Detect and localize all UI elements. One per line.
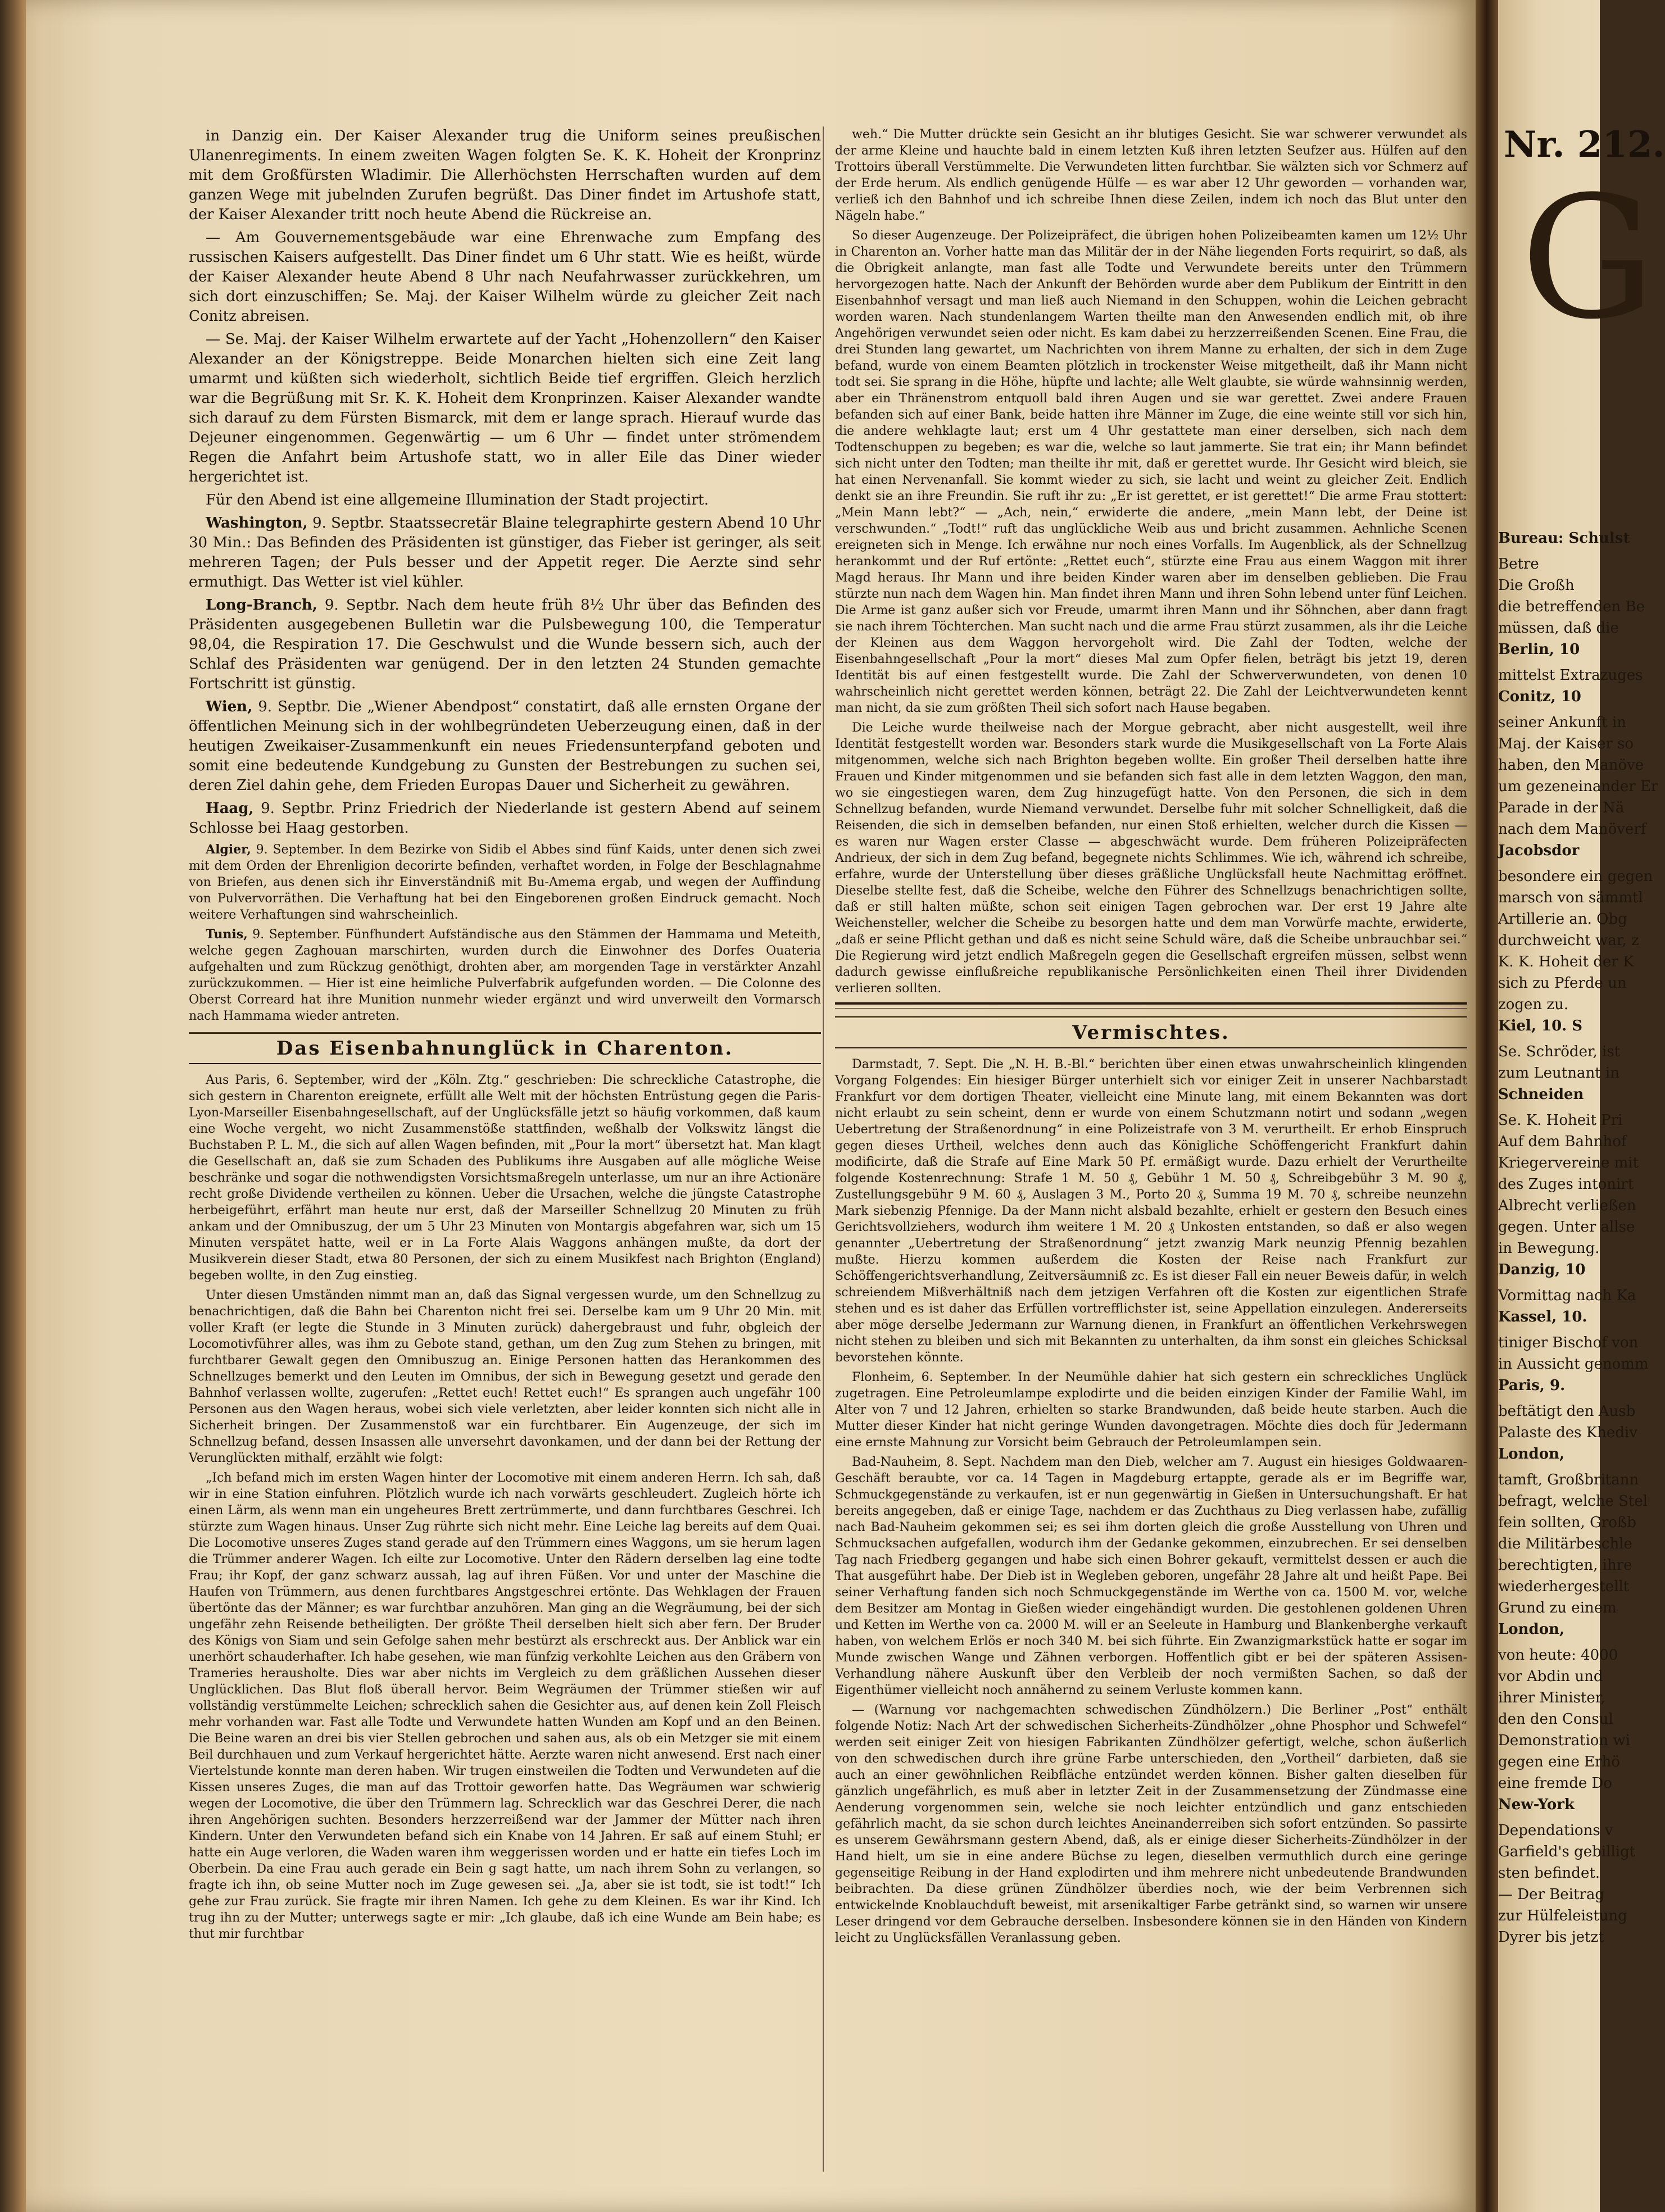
small-bulletin [189,842,821,923]
bulletin-text: 9. Septbr. Nach dem heute früh 8½ Uhr über das Befinden des Präsidenten ausgegebenen Bulletin war die Pulsbewegung 100, die Temperatur 98,04, die Respiration 17. Die Geschwulst und die Wunde bessern sich, auch der Schlaf des Präsidenten war genügend. Der in den letzten 24 Stunden gemachte Fortschritt ist günstig. [189,597,822,692]
adjacent-page-line: Auf dem Bahnhof [1498,1133,1627,1150]
adjacent-page-line: die betreffenden Be [1498,598,1645,615]
section-heading: Das Eisenbahnunglück in Charenton. [189,1032,821,1064]
adjacent-page-line: gegen. Unter allse [1498,1219,1635,1236]
adjacent-page-line: in Bewegung. [1498,1240,1600,1257]
adjacent-page-line: Paris, 9. [1498,1377,1566,1394]
article-paragraph: weh.“ Die Mutter drückte sein Gesicht an ihr blutiges Gesicht. Sie war schwerer verwundet als der arme Kleine und hauchte bald in einem letzten Kuß ihren letzten Seufzer aus. Hülfen auf den Trottoirs überall Verstümmelte. Die Verwundeten litten furchtbar. Sie wälzten sich vor Schmerz auf der Erde herum. Als endlich genügende Hülfe — es war aber 12 Uhr geworden — vorhanden war, verließ ich den Bahnhof und ich schreibe Ihnen diese Zeilen, indem ich noch das Blut unter den Nägeln habe.“ [835,128,1467,223]
bulletin-place: Washington, [206,515,308,532]
bulletin-place: Algier, [206,842,251,857]
page-content [166,104,1478,2149]
adjacent-page-line: Kriegervereine mit [1498,1155,1639,1171]
adjacent-page-line: Dependations v [1498,1822,1613,1839]
section-rule [835,1002,1467,1009]
bulletin [189,799,821,838]
adjacent-page-line: Garfield's gebilligt [1498,1843,1636,1860]
adjacent-page-line: die Militärbeschle [1498,1536,1632,1552]
article-paragraph: So dieser Augenzeuge. Der Polizeipräfect, die übrigen hohen Polizeibeamten kamen um 12½ Uhr in Charenton an. Vorher hatte man das Militär der in der Nähe liegenden Forts requirirt, so daß, als die Obrigkeit anlangte, man fast alle Todte und Verwundete bereits unter den Trümmern hervorgezogen hatte. Nach der Ankunft der Behörden wurde aber dem Publikum der Eintritt in den Eisenbahnhof versagt und man ließ auch Niemand in den Schuppen, wohin die Leichen gebracht worden waren. Nach stundenlangem Warten theilte man den Anwesenden endlich mit, ob ihre Angehörigen verwundet seien oder nicht. Es kam dabei zu herzzerreißenden Scenen. Eine Frau, die drei Stunden lang gewartet, um Nachrichten von ihrem Manne zu erhalten, der sich in dem Zuge befand, wurde von einem Beamten plötzlich in trockenster Weise mitgetheilt, daß ihr Mann nicht todt sei. Sie sprang in die Höhe, hüpfte und lachte; alle Welt glaubte, sie würde wahnsinnig werden, aber ein Thränenstrom entquoll bald ihren Augen und sie war gerettet. Zwei andere Frauen befanden sich auf einer Bank, beide hatten ihre Männer im Zuge, die eine weinte still vor sich hin, die andere wehklagte laut; erst um 4 Uhr gestattete man einer derselben, sich nach dem Todtenschuppen zu begeben; es war die, welche so laut jammerte. Sie trat ein; ihr Mann befindet sich nicht unter den Todten; man theilte ihr mit, daß er gerettet wurde. Ihr Gesicht wird bleich, sie hat einen Nervenanfall. Sie kommt wieder zu sich, sie lacht und weint zu gleicher Zeit. Endlich denkt sie an ihre Freundin. Sie ruft ihr zu: „Er ist gerettet, er ist gerettet!“ Die arme Frau stottert: „Mein Mann lebt?“ — „Ach, nein,“ erwiderte die andere, „mein Mann lebt, der Deine ist verschwunden.“ „Todt!“ ruft das unglückliche Weib aus und bricht zusammen. Aehnliche Scenen ereigneten sich in Menge. Ich erwähne nur noch eines Vorfalls. Im Augenblick, als der Schnellzug herankommt und der Ruf ertönte: „Rettet euch“, stürzte eine Frau aus einem Waggon mit ihrer Magd heraus. Ihr Mann und ihre beiden Kinder waren aber im denselben geblieben. Die Frau stürzte nun nach dem Wagen hin. Man findet ihren Mann und ihren Sohn lebend unter fünf Leichen. Die Arme ist ganz außer sich vor Freude, umarmt ihren Mann und ihr Söhnchen, aber dann fragt sie nach ihrem Töchterchen. Man sucht nach und die arme Frau stürzt zusammen, als ihr die Leiche der Kleinen aus dem Waggon hervorgeholt wird. Die Zahl der Todten, welche der Eisenbahngesellschaft „Pour la mort“ dieses Mal zum Opfer fielen, beträgt bis jetzt 19, deren Identität bis auf einen festgestellt wurde. Die Zahl der Schwerverwundeten, von denen 10 wahrscheinlich nicht gerettet werden können, beträgt 22. Die Zahl der Leichtverwundeten kennt man nicht, da sie zum größten Theil sich sofort nach Hause begaben. [835,229,1467,715]
adjacent-page-line: Berlin, 10 [1498,641,1580,658]
adjacent-page-line: durchweicht war, z [1498,932,1639,949]
adjacent-page-line: tamft, Großbritann [1498,1471,1639,1488]
article-paragraph: Die Leiche wurde theilweise nach der Morgue gebracht, aber nicht ausgestellt, weil ihre Identität festgestellt worden war. Besonders stark wurde die Musikgesellschaft von La Forte Alais mitgenommen, welche sich nach Brighton begeben wollte. Ein großer Theil derselben hatte ihre Frauen und Kinder mitgenommen und sie befanden sich fast alle in dem letzten Waggon, den man, wo sie eingestiegen waren, dem Zug hinzugefügt hatte. Von den Personen, die sich in dem Schnellzug befanden, wurde Niemand verwundet. Derselbe fuhr mit solcher Schnelligkeit, daß die Reisenden, die sich in demselben befanden, nur einen Stoß erhielten, welcher durch die Kissen — es waren nur Wagen erster Classe — abgeschwächt wurde. Dem früheren Polizeipräfecten Andrieux, der sich in dem Zug befand, begegnete nichts Schlimmes. Wie ich, während ich schreibe, erfahre, wurde der Unterstellung über dieses gräßliche Unglücksfall heute Nachmittag eröffnet. Dieselbe stellte fest, daß die Scheibe, welche den Führer des Schnellzugs benachrichtigen sollte, daß er still halten müßte, schon seit einigen Tagen gebrochen war. Der erst 19 Jahre alte Weichensteller, welcher die Scheibe zu besorgen hatte und dem man Vorwürfe machte, erwiderte, „daß er seine Pflicht gethan und daß es nicht seine Schuld wäre, daß die Scheibe unbrauchbar sei.“ Die Regierung wird jetzt endlich Maßregeln gegen die Gesellschaft ergreifen müssen, selbst wenn dadurch gewisse einflußreiche republikanische Persönlichkeiten einen Theil ihrer Dividenden verlieren sollten. [835,721,1467,996]
adjacent-page-line: von heute: 4000 [1498,1647,1618,1664]
bulletin [189,596,821,694]
adjacent-page-line: sich zu Pferde un [1498,975,1627,992]
adjacent-page-line: den den Consul [1498,1711,1613,1728]
section-heading: Vermischtes. [835,1016,1467,1048]
adjacent-page-line: um gezeneinander Er [1498,778,1658,795]
adjacent-page-line: London, [1498,1446,1565,1462]
book-gutter [1476,0,1498,2212]
adjacent-page-line: des Zuges intonirt [1498,1176,1634,1193]
adjacent-page-line: berechtigten, ihre [1498,1557,1632,1574]
article-paragraph: Unter diesen Umständen nimmt man an, daß das Signal vergessen wurde, um den Schnellzug zu benachrichtigen, daß die Bahn bei Charenton nicht frei sei. Derselbe kam um 9 Uhr 20 Min. mit voller Kraft (er legte die Stunde in 3 Minuten zurück) dahergebraust und fuhr, obgleich der Locomotivführer alles, was ihm zu Gebote stand, gethan, um den Zug zum Stehen zu bringen, mit furchtbarer Gewalt gegen den Omnibuszug an. Einige Personen hatten das Herankommen des Schnellzuges bemerkt und den Leuten im Omnibus, der sich in Bewegung gesetzt und gerade den Bahnhof verlassen wollte, zugerufen: „Rettet euch! Rettet euch!“ Es sprangen auch ungefähr 100 Personen aus den Wagen heraus, wobei sich viele verletzten, aber leider konnten sich nicht alle in Sicherheit bringen. Der Zusammenstoß war ein furchtbarer. Ein Augenzeuge, der sich im Schnellzug befand, dessen Insassen alle unversehrt davonkamen, und der dann bei der Rettung der Verunglückten mithalf, erzählt wie folgt: [189,1288,821,1465]
adjacent-page-line: wiederhergestellt [1498,1578,1630,1595]
adjacent-page-line: marsch von sämmtl [1498,889,1643,906]
adjacent-page-line: Parade in der Nä [1498,800,1625,816]
adjacent-page-line: Demonstration wi [1498,1732,1631,1749]
adjacent-page-line: Kiel, 10. S [1498,1018,1583,1034]
adjacent-page-line: Conitz, 10 [1498,688,1581,705]
adjacent-page-line: Betre [1498,556,1539,573]
bulletin-text: 9. September. Fünfhundert Aufständische aus den Stämmen der Hammama und Meteith, welche gegen Zaghouan marschirten, wurden durch die Einwohner des Dorfes Ouateria aufgehalten und zum Rückzug genöthigt, drohten aber, am morgenden Tage in verstärkter Anzahl zurückzukommen. — Hier ist eine heimliche Pulverfabrik aufgefunden worden. — Die Colonne des Oberst Correard hat ihre Munition nunmehr wieder ergänzt und wird unverweilt den Vormarsch nach Hammama wieder antreten. [189,928,821,1023]
adjacent-page-line: Se. K. Hoheit Pri [1498,1112,1623,1129]
adjacent-page-line: seiner Ankunft in [1498,714,1627,731]
adjacent-page-line: Die Großh [1498,577,1575,594]
adjacent-page-line: Palaste des Khediv [1498,1424,1637,1441]
adjacent-page-line: sten befindet. [1498,1865,1600,1882]
bulletin-place: Wien, [206,698,253,715]
adjacent-page-line: gegen eine Erhö [1498,1754,1620,1770]
adjacent-page-line: haben, den Manöve [1498,757,1644,774]
adjacent-page-line: Artillerie an. Obg [1498,911,1627,928]
paragraph: — Se. Maj. der Kaiser Wilhelm erwartete auf der Yacht „Hohenzollern“ den Kaiser Alexander an der Königstreppe. Beide Monarchen hielten sich eine Zeit lang umarmt und küßten sich wiederholt, sichtlich Beide tief ergriffen. Gleich herzlich war die Begrüßung mit Sr. K. K. Hoheit dem Kronprinzen. Kaiser Alexander wandte sich darauf zu dem Fürsten Bismarck, mit dem er lange sprach. Hierauf wurde das Dejeuner eingenommen. Gegenwärtig — um 6 Uhr — findet unter strömendem Regen die Anfahrt beim Artushofe statt, wo in aller Eile das Diner wieder hergerichtet ist. [189,331,821,485]
bulletin-text: 9. September. In dem Bezirke von Sidib el Abbes sind fünf Kaids, unter denen sich zwei mit dem Orden der Ehrenligion decorirte befinden, verhaftet worden, in Folge der Beschlagnahme von Briefen, aus denen sich ihr Einverständniß mit Bu-Amema ergab, und wegen der Auffindung von Pulvervorräthen. Die Verhaftung hat bei den Eingeborenen großen Eindruck gemacht. Noch weitere Verhaftungen sind wahrscheinlich. [189,843,821,922]
adjacent-page-line: London, [1498,1621,1565,1638]
adjacent-page-line: besondere ein gegen [1498,868,1653,885]
adjacent-page-line: mittelst Extrazuges [1498,667,1643,684]
paragraph: — Am Gouvernementsgebäude war eine Ehrenwache zum Empfang des russischen Kaisers aufgestellt. Das Diner findet um 6 Uhr statt. Wie es heißt, würde der Kaiser Alexander heute Abend 8 Uhr nach Neufahrwasser zurückkehren, um sich dort einzuschiffen; Se. Maj. der Kaiser Wilhelm würde zu gleicher Zeit nach Conitz abreisen. [189,229,821,325]
left-column [189,126,821,1946]
adjacent-page-line: Schneiden [1498,1086,1584,1103]
adjacent-page-line: Se. Schröder, ist [1498,1043,1621,1060]
small-bulletin [189,926,821,1024]
adjacent-page-line: Kassel, 10. [1498,1309,1587,1325]
adjacent-page-line: Albrecht verließen [1498,1197,1636,1214]
paragraph: Für den Abend ist eine allgemeine Illumination der Stadt projectirt. [206,492,709,508]
adjacent-page-line: Vormittag nach Ka [1498,1287,1636,1304]
right-column [835,126,1467,1950]
adjacent-page-line: beftätigt den Ausb [1498,1403,1636,1420]
masthead-title-fragment: G [1521,160,1655,356]
adjacent-page-line: zur Hülfeleistung [1498,1907,1627,1924]
adjacent-page-line: tiniger Bischof von [1498,1334,1639,1351]
bulletin-text: 9. Septbr. Staatssecretär Blaine telegraphirte gestern Abend 10 Uhr 30 Min.: Das Befinden des Präsidenten ist günstiger, das Fieber ist geringer, als seit mehreren Tagen; der Puls besser und der Appetit reger. Die Aerzte sind sehr ermuthigt. Das Wetter ist viel kühler. [189,515,821,591]
adjacent-page-line: zogen zu. [1498,996,1569,1013]
misc-item: Flonheim, 6. September. In der Neumühle dahier hat sich gestern ein schreckliches Unglück zugetragen. Eine Petroleumlampe explodirte und die beiden einzigen Kinder der Familie Wahl, im Alter von 7 und 12 Jahren, erhielten so starke Brandwunden, daß beide heute starben. Auch die Mutter dieser Kinder hat nicht geringe Wunden davongetragen. Möchte dies doch für Jedermann eine ernste Mahnung zur Vorsicht beim Gebrauch der Petroleumlampen sein. [835,1370,1467,1450]
adjacent-page-line: fein sollten, Großb [1498,1514,1636,1531]
adjacent-page-line: in Aussicht genomm [1498,1356,1649,1373]
adjacent-page-line: Maj. der Kaiser so [1498,735,1634,752]
adjacent-page-line: — Der Beitrag [1498,1886,1605,1903]
paragraph: in Danzig ein. Der Kaiser Alexander trug die Uniform seines preußischen Ulanenregiments. In einem zweiten Wagen folgten Se. K. K. Hoheit der Kronprinz mit dem Großfürsten Wladimir. Die Allerhöchsten Herrschaften wurden auf dem ganzen Wege mit jubelnden Zurufen begrüßt. Das Diner findet im Artushofe statt, der Kaiser Alexander tritt noch heute Abend die Rückreise an. [189,128,821,223]
column-divider [823,126,824,2172]
issue-number: Nr. 212. [1504,124,1665,166]
bulletin-text: 9. Septbr. Die „Wiener Abendpost“ constatirt, daß alle ernsten Organe der öffentlichen Meinung sich in der wohlbegründeten Ueberzeugung einen, daß in der heutigen Zweikaiser-Zusammenkunft ein neues Friedensunterpfand geboten und somit eine bedeutende Kundgebung zu Gunsten der Bestrebungen zu suchen sei, deren Ziel dahin gehe, dem Frieden Europas Dauer und Sicherheit zu gewähren. [189,698,821,794]
newspaper-page [26,0,1476,2212]
article-paragraph: Aus Paris, 6. September, wird der „Köln. Ztg.“ geschrieben: Die schreckliche Catastrophe, die sich gestern in Charenton ereignete, erfüllt alle Welt mit der höchsten Entrüstung gegen die Paris-Lyon-Marseiller Eisenbahngesellschaft, auf der Unglücksfälle jetzt so häufig vorkommen, daß kaum eine Woche vergeht, wo nicht Zusammenstöße stattfinden, weßhalb der Volkswitz längst die Buchstaben P. L. M., die sich auf allen Wagen befinden, mit „Pour la mort“ übersetzt hat. Man klagt die Gesellschaft an, daß sie zum Schaden des Publikums ihre Ausgaben auf alle mögliche Weise beschränke und sogar die nothwendigsten Vorsichtsmaßregeln unterlasse, um nur an ihre Actionäre recht große Dividende vertheilen zu können. Ueber die Ursachen, welche die jüngste Catastrophe herbeigeführt, erfährt man heute nur erst, daß der Marseiller Schnellzug 20 Minuten zu früh ankam und der Omnibuszug, der um 5 Uhr 23 Minuten von Montargis abgefahren war, sich um 15 Minuten verspätet hatte, weil er in La Forte Alais Waggons anhängen mußte, da dort der Musikverein dieser Stadt, etwa 80 Personen, der sich zu einem Musikfest nach Brighton (England) begeben wollte, in den Zug einstieg. [189,1073,821,1283]
bulletin-place: Haag, [206,800,254,817]
misc-item: Darmstadt, 7. Sept. Die „N. H. B.-Bl.“ berichten über einen etwas unwahrscheinlich klingenden Vorgang Folgendes: Ein hiesiger Bürger unterhielt sich vor einiger Zeit in unserer Nachbarstadt Frankfurt vor dem dortigen Theater, vielleicht eine Minute lang, mit einem Bekannten was dort nicht erlaubt zu sein scheint, denn er wurde von einem Schutzmann notirt und sodann „wegen Uebertretung der Straßenordnung“ in eine Polizeistrafe von 3 M. verurtheilt. Er erhob Einspruch gegen dieses Urtheil, welches denn auch das Königliche Schöffengericht Frankfurt dahin modificirte, daß die Strafe auf Eine Mark 50 Pf. ermäßigt wurde. Dazu erhielt der Verurtheilte folgende Kostenrechnung: Strafe 1 M. 50 ₰, Gebühr 1 M. 50 ₰, Schreibgebühr 3 M. 90 ₰, Zustellungsgebühr 9 M. 60 ₰, Auslagen 3 M., Porto 20 ₰, Summa 19 M. 70 ₰, schreibe neunzehn Mark siebenzig Pfennige. Da der Mann nicht alsbald bezahlte, erhielt er gestern den Besuch eines Gerichtsvollziehers, wodurch ihm weitere 1 M. 20 ₰ Unkosten entstanden, so daß er also wegen genannter „Uebertretung der Straßenordnung“ jetzt zwanzig Mark neunzig Pfennig bezahlen mußte. Hierzu kommen außerdem die Kosten der Reise nach Frankfurt zur Schöffengerichtsverhandlung, Zeitversäumniß zc. Es ist dieser Fall ein neuer Beweis dafür, in welch schreiendem Mißverhältniß nach dem jetzigen Verfahren oft die Kosten zur eigentlichen Strafe stehen und es ist daher das Erfüllen vortrefflichster ist, seine Appellation einzulegen. Andererseits aber möge derselbe Jedermann zur Warnung dienen, in Frankfurt an öffentlichen Verkehrswegen nicht stehen zu bleiben und sich mit Bekannten zu unterhalten, da ihm sonst ein gleiches Schicksal bevorstehen könnte. [835,1057,1467,1365]
adjacent-page-line: vor Abdin und [1498,1668,1603,1685]
adjacent-page-line: eine fremde Do [1498,1775,1612,1792]
adjacent-page-line: Jacobsdor [1498,842,1580,859]
misc-item: Bad-Nauheim, 8. Sept. Nachdem man den Dieb, welcher am 7. August ein hiesiges Goldwaaren-Geschäft beraubte, vor ca. 14 Tagen in Magdeburg ertappte, gerade als er im Begriffe war, Schmuckgegenstände zu verkaufen, ist er nun gegenwärtig in Gießen in Untersuchungshaft. Er hat bereits angegeben, daß er einige Tage, nachdem er das Zuchthaus zu Dieg verlassen habe, zufällig nach Bad-Nauheim gekommen sei; es sei ihm dorten gleich die große Ausstellung von Uhren und Schmucksachen aufgefallen, wodurch ihm der Gedanke gekommen, einzubrechen. Er sei denselben Tag nach Friedberg gegangen und habe sich einen Bohrer gekauft, vermittelst dessen er auch die That ausgeführt habe. Der Dieb ist in Wegleben geboren, ungefähr 28 Jahre alt und heißt Pape. Bei seiner Verhaftung fanden sich noch Schmuckgegenstände im Werthe von ca. 1500 M. vor, welche dem Besitzer am Montag in Gießen wieder eingehändigt wurden. Die gestohlenen goldenen Uhren und Ketten im Werthe von ca. 2000 M. will er an Seeleute in Hamburg und Blankenberghe verkauft haben, von welchem Erlös er noch 340 M. bei sich führte. Ein Zwanzigmarkstück hatte er sogar im Munde zwischen Wange und Zähnen verborgen. Hoffentlich gibt er bei der späteren Assisen-Verhandlung nähere Auskunft über den Verbleib der noch vermißten Sachen, so daß der Eigenthümer vielleicht noch annähernd zu seinem Verluste kommen kann. [835,1455,1467,1697]
adjacent-page-line: Danzig, 10 [1498,1261,1586,1278]
bulletin [189,697,821,796]
article-paragraph: „Ich befand mich im ersten Wagen hinter der Locomotive mit einem anderen Herrn. Ich sah, daß wir in eine Station einfuhren. Plötzlich wurde ich nach vorwärts geschleudert. Zugleich hörte ich einen Lärm, als wenn man ein ungeheures Brett zertrümmerte, und dann furchtbares Geschrei. Ich stürzte zum Wagen hinaus. Unser Zug rührte sich nicht mehr. Eine Leiche lag bereits auf dem Quai. Die Locomotive unseres Zuges stand gerade auf den Trümmern eines Waggons, um sie herum lagen die Trümmer anderer Wagen. Ich eilte zur Locomotive. Unter den Rädern derselben lag eine todte Frau; ihr Kopf, der ganz schwarz aussah, lag auf ihren Füßen. Vor und unter der Maschine die Haufen von Trümmern, aus denen furchtbares Angstgeschrei ertönte. Das Wehklagen der Frauen übertönte das der Männer; es war furchtbar anzuhören. Man ging an die Wegräumung, bei der sich ungefähr zehn Reisende betheiligten. Der größte Theil derselben hielt sich aber fern. Der Bruder des Königs von Siam und sein Gefolge sahen mehr bestürzt als erschreckt aus. Der Anblick war ein unerhört schauderhafter. Ich habe gesehen, wie man fünfzig verkohlte Leichen aus den Gräbern von Trameries herausholte. Dies war aber nichts im Vergleich zu dem gräßlichen Aussehen dieser Unglücklichen. Das Blut floß überall hervor. Beim Wegräumen der Trümmer stießen wir auf vollständig verstümmelte Leichen; schrecklich sahen die Gesichter aus, auf denen kein Zoll Fleisch mehr vorhanden war. Fast alle Todte und Verwundete hatten Wunden am Kopf und an den Beinen. Die Beine waren an drei bis vier Stellen gebrochen und sahen aus, als ob ein Metzger sie mit einem Beil durchhauen und zum Verkauf hergerichtet hätte. Aerzte waren nicht anwesend. Erst nach einer Viertelstunde konnte man deren haben. Wir trugen einstweilen die Todten und Verwundeten auf die Kissen unseres Zuges, die man auf das Trottoir geworfen hatte. Das Wegräumen war schwierig wegen der Locomotive, die über den Trümmern lag. Schrecklich war das Geschrei Derer, die nach ihren Angehörigen suchten. Besonders herzzerreißend war der Jammer der Mütter nach ihren Kindern. Unter den Verwundeten befand sich ein Knabe von 14 Jahren. Er saß auf einem Stuhl; er hatte ein Auge verloren, die Waden waren ihm weggerissen worden und er hatte ein tiefes Loch im Oberbein. Da eine Frau auch gerade ein Bein g sagt hatte, um nach ihrem Sohn zu verlangen, so fragte ich ihn, ob seine Mutter noch im Zuge gewesen sei. „Ja, aber sie ist todt, sie ist todt!“ Ich gehe zur Frau zurück. Sie fragte mir ihren Namen. Ich gehe zu dem Kleinen. Es war ihr Kind. Ich trug ihn zu der Mutter; unterwegs sagte er mir: „Ich glaube, daß ich eine Wunde am Bein habe; es thut mir furchtbar [189,1471,821,1941]
bulletin-place: Tunis, [206,927,248,942]
bulletin-place: Long-Branch, [206,597,317,614]
adjacent-page [1498,0,1665,2212]
misc-item: — (Warnung vor nachgemachten schwedischen Zündhölzern.) Die Berliner „Post“ enthält folgende Notiz: Nach Art der schwedischen Sicherheits-Zündhölzer „ohne Phosphor und Schwefel“ werden seit einiger Zeit von hiesigen Fabrikanten Zündhölzer gefertigt, welche, schon äußerlich von den schwedischen durch ihre grüne Farbe unterschieden, den „Vortheil“ darbieten, daß sie auch an einer gewöhnlichen Reibfläche entzündet werden können. Bisher galten dieselben für gänzlich ungefährlich, es muß aber in letzter Zeit in der Zusammensetzung der Zündmasse eine Aenderung vorgenommen sein, welche sie noch leichter entzündlich und ganz entschieden gefährlich macht, da sie schon durch leichtes Aneinanderreiben sich sofort entzünden. So passirte es unserem Gewährsmann gestern Abend, daß, als er einige dieser Sicherheits-Zündhölzer in der Hand hielt, um sie in eine andere Büchse zu legen, dieselben vermuthlich durch eine geringe gegenseitige Reibung in der Hand explodirten und ihm mehrere nicht unbedeutende Brandwunden beibrachten. Da diese grünen Zündhölzer überdies noch, wie der beim Verbrennen sich entwickelnde Knoblauchduft beweist, mit arsenikaltiger Farbe getränkt sind, so warnen wir unsere Leser dringend vor dem Gebrauche derselben. Insbesondere können sie in den Händen von Kindern leicht zu Unglücksfällen Veranlassung geben. [835,1703,1467,1945]
adjacent-page-line: Bureau: Schulst [1498,530,1630,547]
bulletin [189,514,821,592]
adjacent-page-line: K. K. Hoheit der K [1498,953,1634,970]
bulletin-text: 9. Septbr. Prinz Friedrich der Niederlande ist gestern Abend auf seinem Schlosse bei Haag gestorben. [189,800,822,837]
adjacent-page-line: nach dem Manöverf [1498,821,1646,838]
book-spine [0,0,26,2212]
adjacent-page-line: New-York [1498,1796,1575,1813]
adjacent-page-line: Grund zu einem [1498,1600,1617,1616]
adjacent-page-line: müssen, daß die [1498,620,1619,637]
adjacent-page-line: zum Leutnant in [1498,1065,1619,1082]
adjacent-page-line: ihrer Minister, [1498,1689,1605,1706]
adjacent-page-line: befragt, welche Stel [1498,1493,1648,1510]
adjacent-page-line: Dyrer bis jetzt [1498,1929,1604,1946]
